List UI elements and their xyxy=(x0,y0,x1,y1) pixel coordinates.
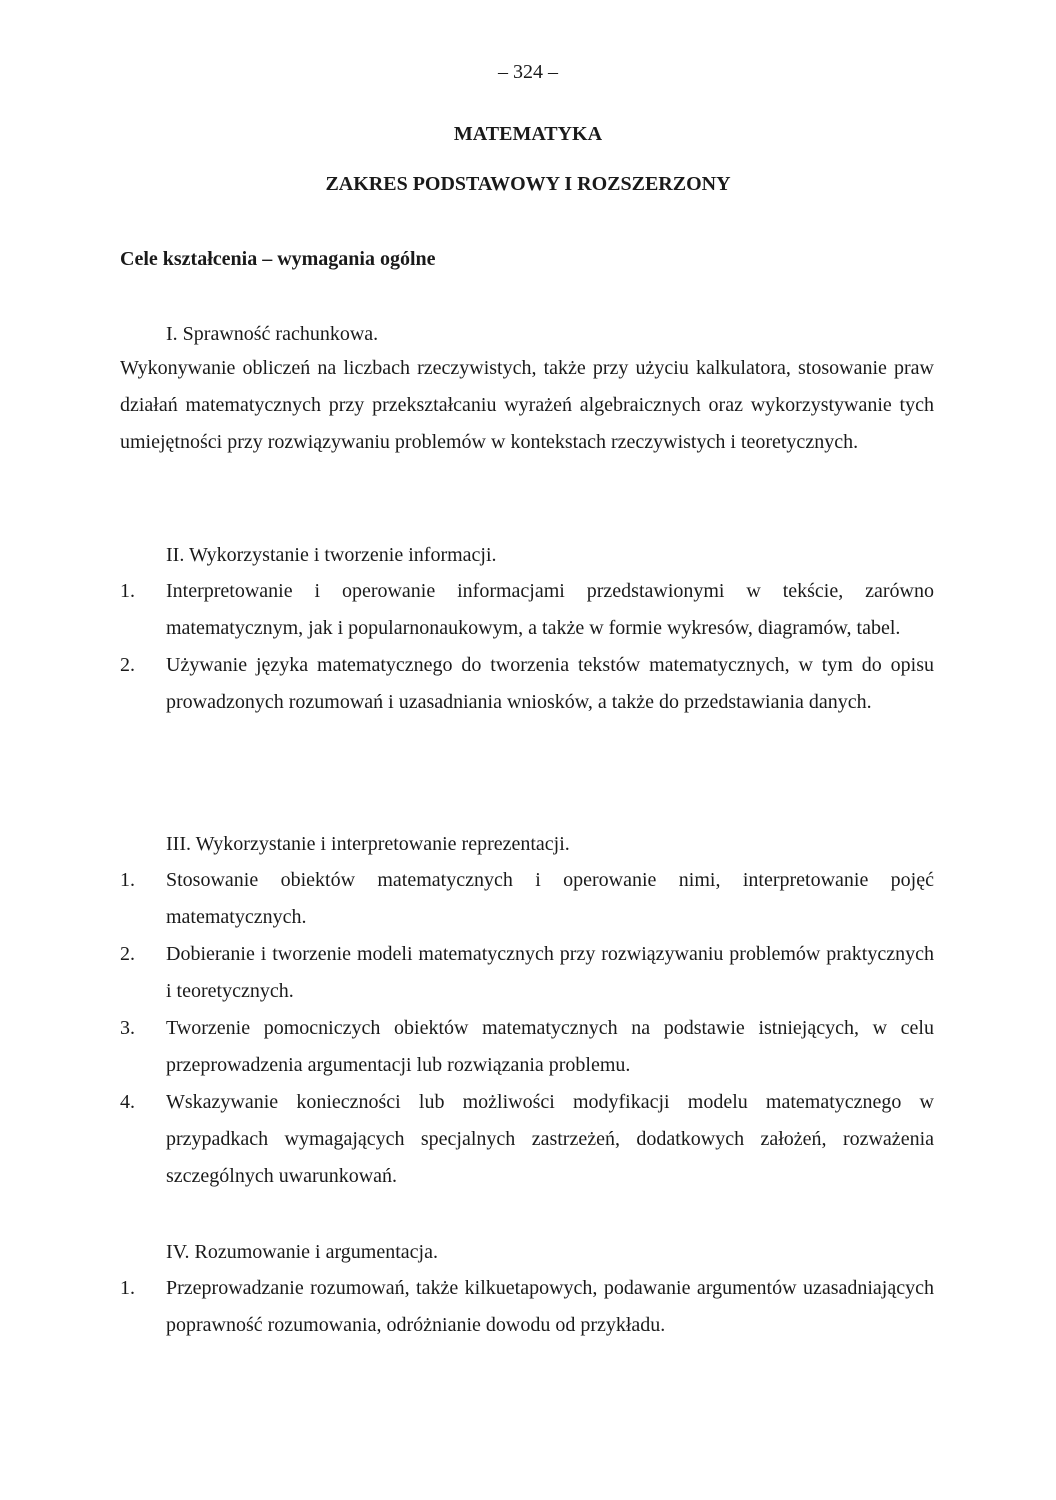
section-1-paragraph: Wykonywanie obliczeń na liczbach rzeczywistych, także przy użyciu kalkulatora, stosowanie praw działań matematycznych przy przekształcaniu wyrażeń algebraicznych oraz wykorzystywanie tych umiejętności przy rozwiązywaniu problemów w kontekstach rzeczywistych i teoretycznych. xyxy=(120,357,934,453)
page-number: – 324 – xyxy=(498,61,558,83)
list-item-text: Wskazywanie konieczności lub możliwości modyfikacji modelu matematycznego w przypadkach wymagających specjalnych zastrzeżeń, dodatkowych założeń, rozważenia szczególnych uwarunkowań. xyxy=(166,1091,934,1187)
document-title: MATEMATYKA xyxy=(453,123,603,145)
list-item-text: Tworzenie pomocniczych obiektów matematycznych na podstawie istniejących, w celu przeprowadzenia argumentacji lub rozwiązania problemu. xyxy=(166,1017,934,1076)
section-4-heading: IV. Rozumowanie i argumentacja. xyxy=(166,1241,438,1263)
list-item-text: Używanie języka matematycznego do tworzenia tekstów matematycznych, w tym do opisu prowadzonych rozumowań i uzasadniania wniosków, a także do przedstawiania danych. xyxy=(166,654,934,713)
list-item-text: Przeprowadzanie rozumowań, także kilkuetapowych, podawanie argumentów uzasadniających poprawność rozumowania, odróżnianie dowodu od przykładu. xyxy=(166,1277,934,1336)
list-item xyxy=(120,862,934,936)
list-item-number: 4. xyxy=(120,1091,135,1113)
section-3-list xyxy=(120,862,934,1195)
list-item-number: 2. xyxy=(120,943,135,965)
list-item-number: 2. xyxy=(120,654,135,676)
section-2-heading: II. Wykorzystanie i tworzenie informacji. xyxy=(166,544,497,566)
list-item-number: 1. xyxy=(120,1277,135,1299)
section-3-heading: III. Wykorzystanie i interpretowanie reprezentacji. xyxy=(166,833,570,855)
list-item xyxy=(120,1010,934,1084)
list-item xyxy=(120,936,934,1010)
section-2-list xyxy=(120,573,934,721)
list-item-number: 3. xyxy=(120,1017,135,1039)
list-item xyxy=(120,1084,934,1195)
section-1-heading: I. Sprawność rachunkowa. xyxy=(166,323,379,345)
list-item xyxy=(120,573,934,647)
section-4-list xyxy=(120,1270,934,1344)
list-item-text: Interpretowanie i operowanie informacjami przedstawionymi w tekście, zarówno matematycznym, jak i popularnonaukowym, a także w formie wykresów, diagramów, tabel. xyxy=(166,580,934,639)
list-item-text: Stosowanie obiektów matematycznych i operowanie nimi, interpretowanie pojęć matematycznych. xyxy=(166,869,934,928)
list-item-text: Dobieranie i tworzenie modeli matematycznych przy rozwiązywaniu problemów praktycznych i teoretycznych. xyxy=(166,943,934,1002)
list-item xyxy=(120,1270,934,1344)
list-item-number: 1. xyxy=(120,580,135,602)
list-item-number: 1. xyxy=(120,869,135,891)
document-subtitle: ZAKRES PODSTAWOWY I ROZSZERZONY xyxy=(325,173,731,195)
list-item xyxy=(120,647,934,721)
section-heading: Cele kształcenia – wymagania ogólne xyxy=(120,248,436,270)
